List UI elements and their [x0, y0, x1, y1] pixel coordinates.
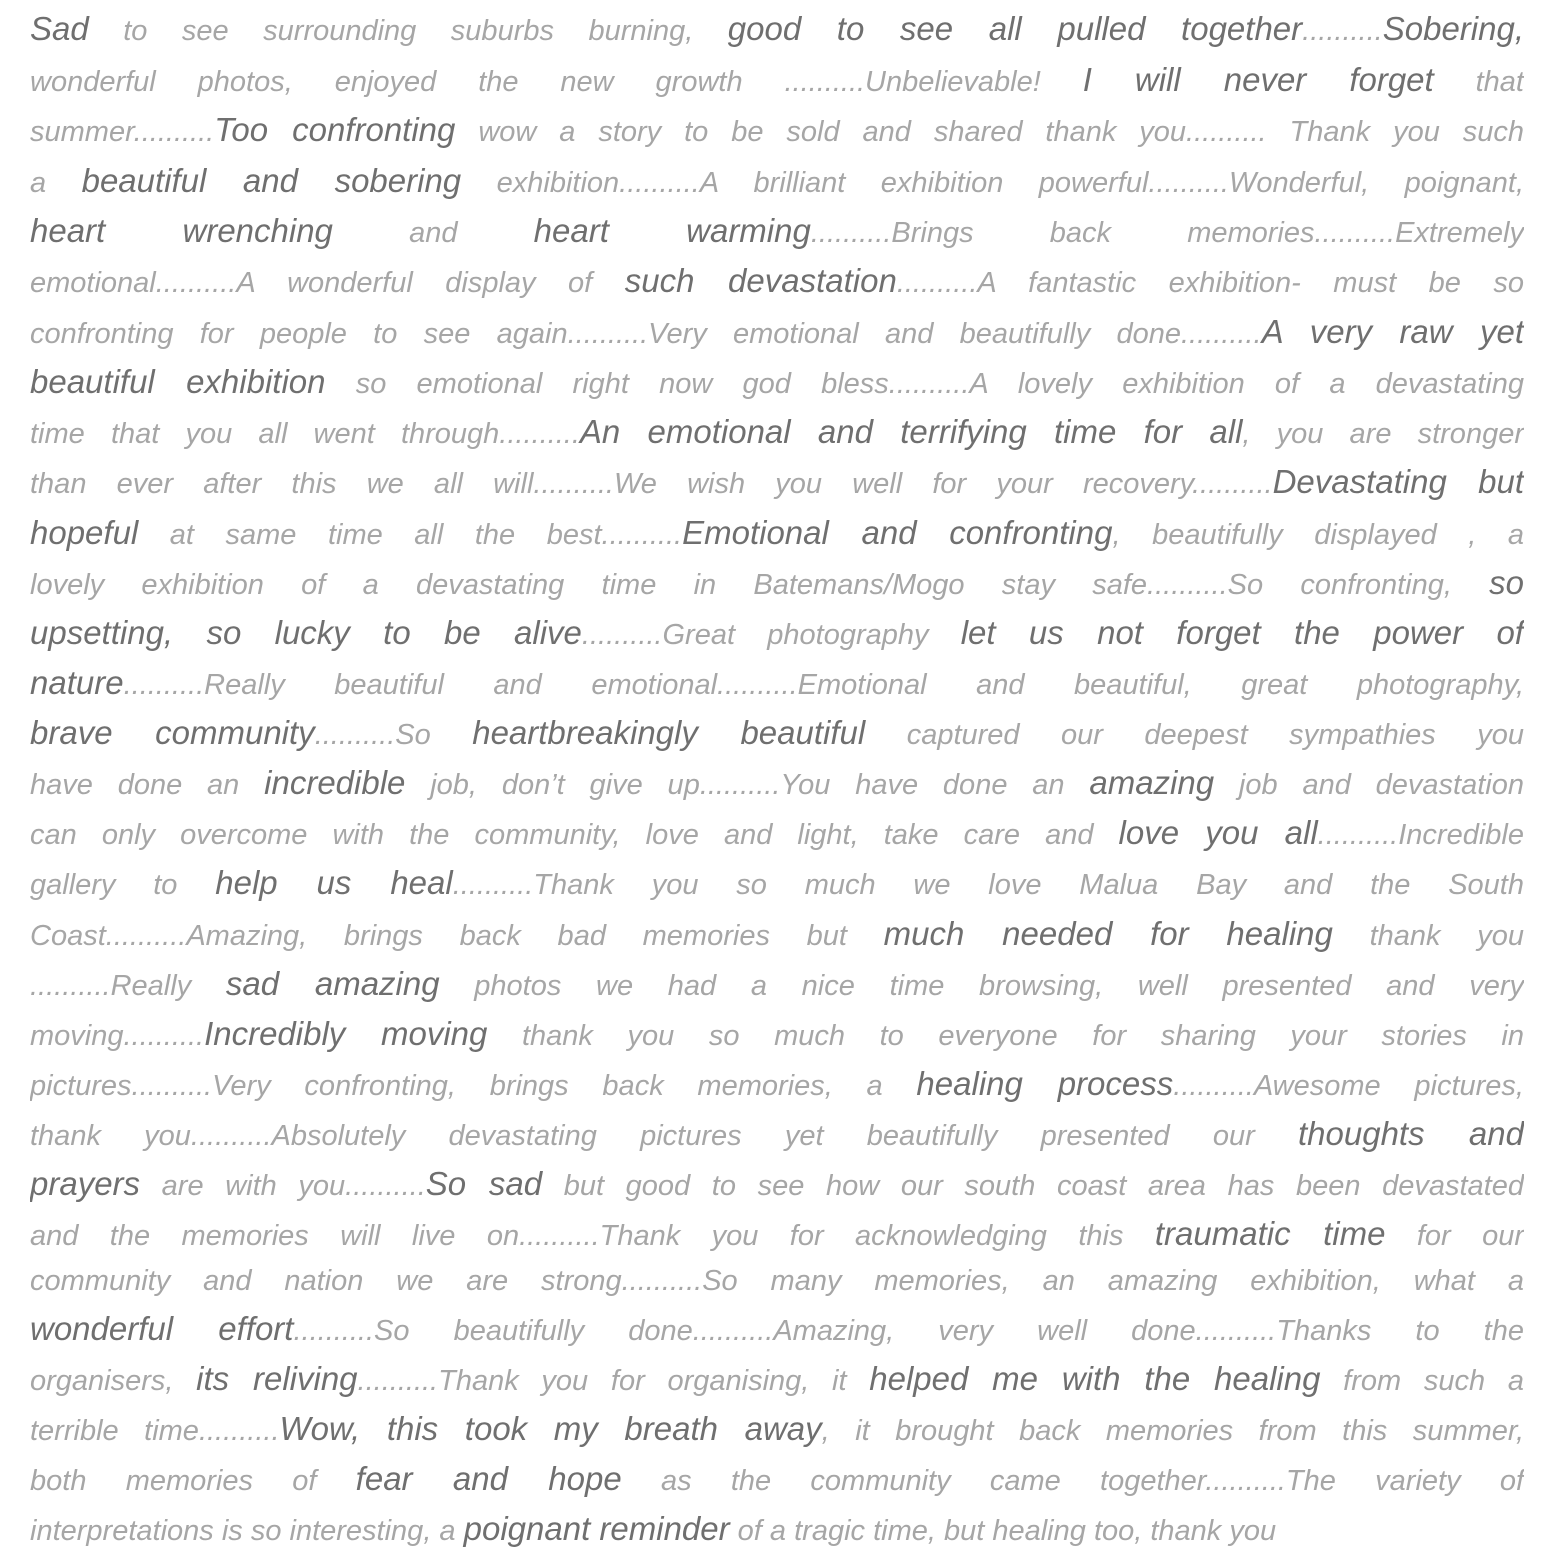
- emphasized-phrase: prayers: [30, 1165, 141, 1202]
- comment-line: [30, 1454, 1524, 1504]
- comment-line: [30, 307, 1524, 357]
- emphasized-phrase: its reliving: [196, 1360, 358, 1397]
- comment-line: [30, 1256, 1524, 1306]
- emphasized-phrase: poignant reminder: [463, 1510, 730, 1547]
- comment-text: , beautifully displayed , a: [1112, 519, 1524, 551]
- comment-text: and: [332, 217, 534, 249]
- emphasized-phrase: so: [1489, 564, 1524, 601]
- emphasized-phrase: incredible: [264, 764, 406, 801]
- comment-text: ..........So beautifully done..........Amazing, very well done..........Thanks to the: [293, 1315, 1524, 1347]
- comment-text: ..........So: [314, 719, 473, 751]
- emphasized-phrase: Sad: [30, 10, 89, 47]
- comment-line: [30, 256, 1524, 306]
- emphasized-phrase: beautiful exhibition: [30, 363, 326, 400]
- emphasized-phrase: Devastating but: [1272, 463, 1524, 500]
- comment-text: thank you so much to everyone for sharing your stories in: [487, 1020, 1524, 1052]
- comment-text: time that you all went through..........: [30, 418, 580, 450]
- emphasized-phrase: hopeful: [30, 514, 139, 551]
- emphasized-phrase: love you all: [1118, 814, 1318, 851]
- emphasized-phrase: Incredibly moving: [204, 1015, 488, 1052]
- emphasized-phrase: Sobering,: [1382, 10, 1524, 47]
- emphasized-phrase: heartbreakingly beautiful: [472, 714, 866, 751]
- emphasized-phrase: fear and hope: [355, 1460, 622, 1497]
- emphasized-phrase: amazing: [1089, 764, 1215, 801]
- comment-line: [30, 959, 1524, 1009]
- emphasized-phrase: beautiful and sobering: [81, 162, 462, 199]
- comment-text: ..........Really beautiful and emotional..........Emotional and beautiful, great photography,: [123, 669, 1524, 701]
- comment-line: [30, 909, 1524, 959]
- comment-text: that: [1433, 66, 1524, 98]
- comment-text: terrible time..........: [30, 1415, 280, 1447]
- comment-line: [30, 1404, 1524, 1454]
- comment-text: job and devastation: [1214, 769, 1524, 801]
- comment-line: [30, 105, 1524, 155]
- comment-text: ..........: [1302, 15, 1383, 47]
- emphasized-phrase: wonderful effort: [30, 1310, 294, 1347]
- comment-line: [30, 1059, 1524, 1109]
- comment-line: [30, 1009, 1524, 1059]
- comment-line: [30, 858, 1524, 908]
- emphasized-phrase: much needed for healing: [883, 915, 1333, 952]
- comment-text: for our: [1385, 1220, 1524, 1252]
- emphasized-phrase: heart warming: [533, 212, 811, 249]
- emphasized-phrase: good to see all pulled together: [727, 10, 1303, 47]
- comment-text: thank you..........Absolutely devastating pictures yet beautifully presented our: [30, 1120, 1298, 1152]
- comment-text: so emotional right now god bless..........A lovely exhibition of a devastating: [325, 368, 1524, 400]
- comment-text: are with you..........: [140, 1170, 426, 1202]
- comment-text: organisers,: [30, 1365, 197, 1397]
- comment-line: [30, 558, 1524, 608]
- comment-text: summer..........: [30, 116, 215, 148]
- comment-line: [30, 658, 1524, 708]
- comment-text: ..........Awesome pictures,: [1173, 1070, 1524, 1102]
- comment-text: community and nation we are strong..........So many memories, an amazing exhibition, what a: [30, 1265, 1524, 1297]
- comment-text: ..........Thank you so much we love Malua Bay and the South: [452, 869, 1524, 901]
- emphasized-phrase: Too confronting: [214, 111, 456, 148]
- comment-text: Coast..........Amazing, brings back bad memories but: [30, 920, 884, 952]
- emphasized-phrase: healing process: [916, 1065, 1174, 1102]
- comment-line: [30, 708, 1524, 758]
- emphasized-phrase: traumatic time: [1154, 1215, 1386, 1252]
- comment-text: to see surrounding suburbs burning,: [88, 15, 728, 47]
- comment-line: [30, 1209, 1524, 1259]
- comment-text: lovely exhibition of a devastating time in Batemans/Mogo stay safe..........So confronting,: [30, 569, 1490, 601]
- comment-text: ..........A fantastic exhibition- must be so: [896, 267, 1524, 299]
- comment-line: [30, 1354, 1524, 1404]
- comment-text: , you are stronger: [1242, 418, 1524, 450]
- emphasized-phrase: So sad: [425, 1165, 543, 1202]
- comment-text: wonderful photos, enjoyed the new growth ..........Unbelievable!: [30, 66, 1083, 98]
- emphasized-phrase: such devastation: [624, 262, 897, 299]
- comment-text: moving..........: [30, 1020, 205, 1052]
- comment-line: [30, 206, 1524, 256]
- comment-line: [30, 407, 1524, 457]
- comment-line: [30, 758, 1524, 808]
- comment-line: [30, 508, 1524, 558]
- comment-text: gallery to: [30, 869, 216, 901]
- emphasized-phrase: thoughts and: [1297, 1115, 1524, 1152]
- comment-text: captured our deepest sympathies you: [865, 719, 1524, 751]
- comment-line: [30, 156, 1524, 206]
- comment-text: job, don’t give up..........You have done an: [405, 769, 1090, 801]
- comment-text: emotional..........A wonderful display of: [30, 267, 625, 299]
- comment-text: and the memories will live on..........Thank you for acknowledging this: [30, 1220, 1155, 1252]
- comment-line: [30, 808, 1524, 858]
- comment-line: [30, 4, 1524, 54]
- comment-line: [30, 55, 1524, 105]
- emphasized-phrase: help us heal: [215, 864, 453, 901]
- comment-text: exhibition..........A brilliant exhibition powerful..........Wonderful, poignant,: [461, 167, 1524, 199]
- comment-text: can only overcome with the community, love and light, take care and: [30, 819, 1119, 851]
- comment-line: [30, 357, 1524, 407]
- comment-text: ..........Brings back memories..........Extremely: [810, 217, 1524, 249]
- comment-text: pictures..........Very confronting, brings back memories, a: [30, 1070, 917, 1102]
- emphasized-phrase: upsetting, so lucky to be alive: [30, 614, 582, 651]
- comment-line: [30, 1304, 1524, 1354]
- comment-text: than ever after this we all will..........We wish you well for your recovery..........: [30, 468, 1273, 500]
- emphasized-phrase: brave community: [30, 714, 315, 751]
- emphasized-phrase: A very raw yet: [1261, 313, 1524, 350]
- emphasized-phrase: An emotional and terrifying time for all: [579, 413, 1243, 450]
- comment-text: photos we had a nice time browsing, well presented and very: [439, 970, 1524, 1002]
- comment-text: ..........Incredible: [1317, 819, 1524, 851]
- comment-line: [30, 1109, 1524, 1159]
- emphasized-phrase: sad amazing: [225, 965, 440, 1002]
- comment-text: at same time all the best..........: [138, 519, 683, 551]
- emphasized-phrase: Emotional and confronting: [682, 514, 1113, 551]
- emphasized-phrase: helped me with the healing: [869, 1360, 1321, 1397]
- emphasized-phrase: I will never forget: [1082, 61, 1434, 98]
- emphasized-phrase: nature: [30, 664, 124, 701]
- comment-text: have done an: [30, 769, 265, 801]
- comment-text: a: [30, 167, 82, 199]
- comment-text: thank you: [1332, 920, 1524, 952]
- emphasized-phrase: Wow, this took my breath away: [279, 1410, 822, 1447]
- comment-text: ..........Thank you for organising, it: [357, 1365, 870, 1397]
- emphasized-phrase: let us not forget the power of: [960, 614, 1524, 651]
- comment-line: [30, 1504, 1524, 1554]
- comment-text: ..........Really: [30, 970, 226, 1002]
- comment-text: , it brought back memories from this summer,: [821, 1415, 1524, 1447]
- comment-line: [30, 457, 1524, 507]
- comment-text: but good to see how our south coast area has been devastated: [542, 1170, 1524, 1202]
- comment-text: ..........Great photography: [581, 619, 961, 651]
- comment-line: [30, 608, 1524, 658]
- comment-text: as the community came together..........The variety of: [621, 1465, 1524, 1497]
- comment-text: wow a story to be sold and shared thank you.......... Thank you such: [455, 116, 1524, 148]
- comment-line: [30, 1159, 1524, 1209]
- comment-text: interpretations is so interesting, a: [30, 1515, 464, 1547]
- emphasized-phrase: heart wrenching: [30, 212, 333, 249]
- comment-text: of a tragic time, but healing too, thank you: [729, 1515, 1277, 1547]
- comment-text: both memories of: [30, 1465, 356, 1497]
- comment-text: from such a: [1320, 1365, 1524, 1397]
- comment-text: confronting for people to see again..........Very emotional and beautifully done..........: [30, 318, 1262, 350]
